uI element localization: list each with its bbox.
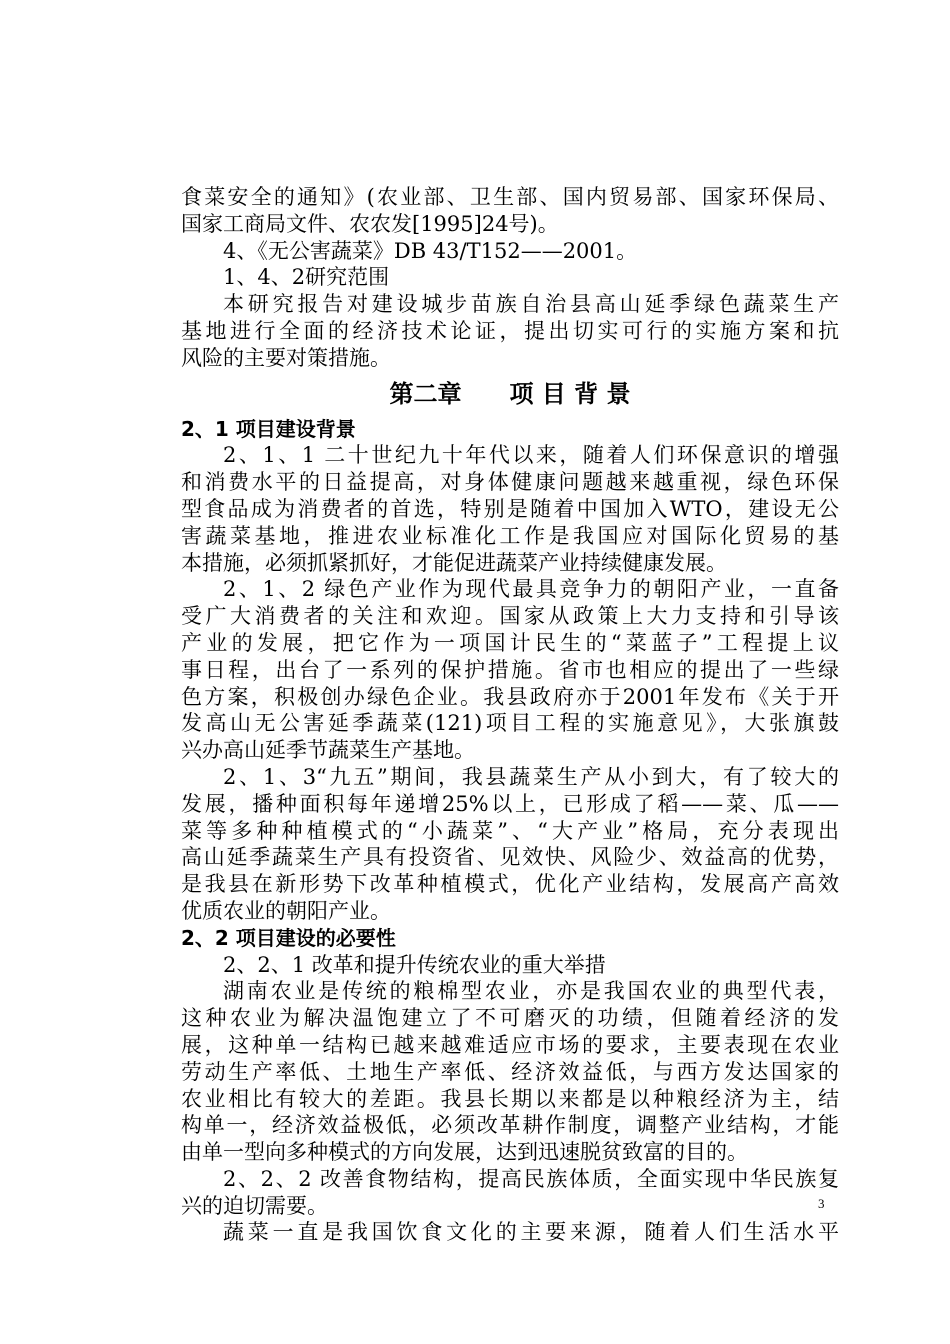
paragraph-line: 展，这种单一结构已越来越难适应市场的要求，主要表现在农业	[181, 1032, 839, 1057]
paragraph-line: 2、2、1 改革和提升传统农业的重大举措	[223, 952, 606, 977]
paragraph-line: 1、4、2研究范围	[223, 265, 390, 290]
paragraph-line: 害蔬菜基地，推进农业标准化工作是我国应对国际化贸易的基	[181, 523, 839, 548]
paragraph-line: 2、2、2 改善食物结构，提高民族体质，全面实现中华民族复	[223, 1166, 839, 1191]
paragraph-line: 农业相比有较大的差距。我县长期以来都是以种粮经济为主，结	[181, 1086, 839, 1111]
paragraph-line: 色方案，积极创办绿色企业。我县政府亦于2001年发布《关于开	[181, 684, 839, 709]
paragraph-line: 蔬菜一直是我国饮食文化的主要来源，随着人们生活水平	[223, 1220, 839, 1245]
section-heading: 2、2 项目建设的必要性	[181, 925, 396, 950]
document-body	[181, 184, 839, 1246]
paragraph-line: 2、1、3“九五”期间，我县蔬菜生产从小到大，有了较大的	[223, 764, 839, 789]
paragraph-line: 构单一，经济效益极低，必须改革耕作制度，调整产业结构，才能	[181, 1113, 839, 1138]
paragraph-line: 是我县在新形势下改革种植模式，优化产业结构，发展高产高效	[181, 872, 839, 897]
paragraph-line: 2、1、2 绿色产业作为现代最具竞争力的朝阳产业，一直备	[223, 577, 839, 602]
paragraph-line: 菜等多种种植模式的“小蔬菜”、“大产业”格局，充分表现出	[181, 818, 839, 843]
paragraph-line: 本研究报告对建设城步苗族自治县高山延季绿色蔬菜生产	[223, 292, 839, 317]
paragraph-line: 和消费水平的日益提高，对身体健康问题越来越重视，绿色环保	[181, 470, 839, 495]
paragraph-line: 受广大消费者的关注和欢迎。国家从政策上大力支持和引导该	[181, 604, 839, 629]
paragraph-line: 本措施，必须抓紧抓好，才能促进蔬菜产业持续健康发展。	[181, 550, 727, 575]
paragraph-line: 由单一型向多种模式的方向发展，达到迅速脱贫致富的目的。	[181, 1140, 748, 1165]
paragraph-line: 基地进行全面的经济技术论证，提出切实可行的实施方案和抗	[181, 318, 839, 343]
paragraph-line: 高山延季蔬菜生产具有投资省、见效快、风险少、效益高的优势，	[181, 845, 839, 870]
paragraph-line: 兴办高山延季节蔬菜生产基地。	[181, 738, 475, 763]
paragraph-line: 兴的迫切需要。	[181, 1193, 328, 1218]
paragraph-line: 事日程，出台了一系列的保护措施。省市也相应的提出了一些绿	[181, 657, 839, 682]
paragraph-line: 劳动生产率低、土地生产率低、经济效益低，与西方发达国家的	[181, 1059, 839, 1084]
paragraph-line: 产业的发展，把它作为一项国计民生的“菜蓝子”工程提上议	[181, 630, 839, 655]
paragraph-line: 型食品成为消费者的首选，特别是随着中国加入WTO，建设无公	[181, 496, 839, 521]
paragraph-line: 2、1、1 二十世纪九十年代以来，随着人们环保意识的增强	[223, 443, 839, 468]
paragraph-line: 优质农业的朝阳产业。	[181, 898, 391, 923]
paragraph-line: 发展，播种面积每年递增25%以上，已形成了稻——菜、瓜——	[181, 791, 839, 816]
paragraph-line: 食菜安全的通知》(农业部、卫生部、国内贸易部、国家环保局、	[181, 185, 839, 209]
paragraph-line: 4、《无公害蔬菜》DB 43/T152——2001。	[223, 238, 638, 263]
paragraph-line: 国家工商局文件、农农发[1995]24号)。	[181, 211, 559, 236]
page-number: 3	[818, 1196, 825, 1211]
paragraph-line: 湖南农业是传统的粮棉型农业，亦是我国农业的典型代表，	[223, 979, 839, 1004]
paragraph-line: 这种农业为解决温饱建立了不可磨灭的功绩，但随着经济的发	[181, 1006, 839, 1031]
paragraph-line: 发高山无公害延季蔬菜(121)项目工程的实施意见》，大张旗鼓	[181, 711, 839, 736]
chapter-title: 第二章 项 目 背 景	[389, 379, 631, 408]
section-heading: 2、1 项目建设背景	[181, 416, 356, 441]
paragraph-line: 风险的主要对策措施。	[181, 345, 391, 370]
